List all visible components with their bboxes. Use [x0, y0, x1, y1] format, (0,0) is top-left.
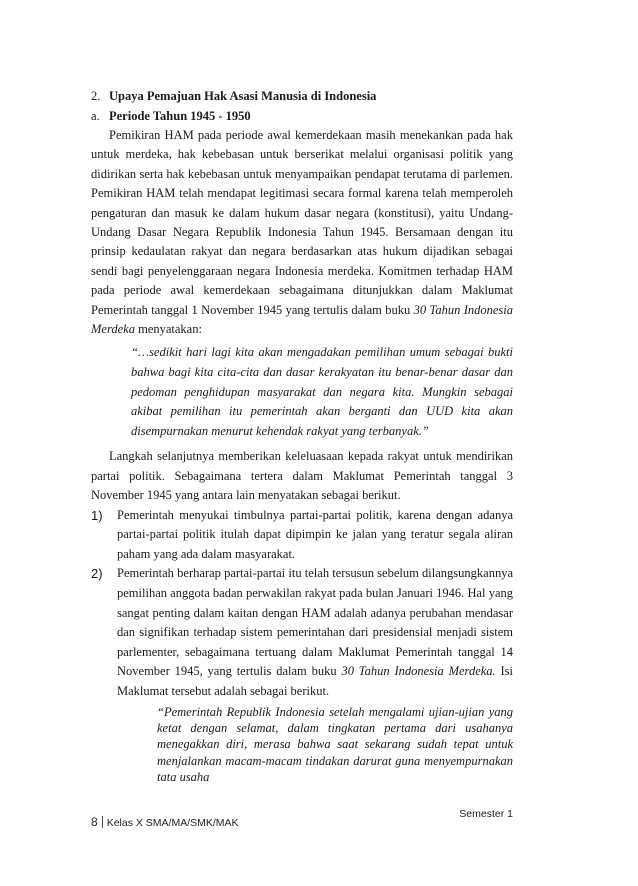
- list-item-text-end: Isi Maklumat tersebut adalah sebagai berikut.: [117, 664, 514, 698]
- section-number: 2.: [91, 89, 101, 103]
- page-content: [91, 86, 513, 786]
- paragraph-1-end: menyatakan:: [134, 322, 202, 337]
- footer-divider: [102, 816, 103, 828]
- page-footer: [91, 815, 239, 829]
- book-title: 30 Tahun Indonesia Merdeka: [91, 302, 513, 337]
- numbered-list: [91, 506, 513, 786]
- paragraph-1-text: Pemikiran HAM pada periode awal kemerdekaan masih menekankan pada hak untuk merdeka, hak kebebasan untuk berserikat melalui organisasi politik yang didirikan serta hak kebebasan untuk menyampaikan pendapat terutama di parlemen. Pemikiran HAM telah mendapat legitimasi secara formal karena telah memperoleh pengaturan dan masuk ke dalam hukum dasar negara (konstitusi), yaitu Undang-Undang Dasar Negara Republik Indonesia Tahun 1945. Bersamaan dengan itu prinsip kedaulatan rakyat dan negara berdasarkan atas hukum dijadikan sebagai sendi bagi penyelenggaraan negara Indonesia merdeka. Komitmen terhadap HAM pada periode awal kemerdekaan sebagaimana ditunjukkan dalam Maklumat Pemerintah tanggal 1 November 1945 yang tertulis dalam buku: [91, 128, 513, 317]
- block-quote-1: “…sedikit hari lagi kita akan mengadakan pemilihan umum sebagai bukti bahwa bagi kita cita-cita dan dasar kerakyatan itu benar-benar dasar dan pedoman penghidupan masyarakat dan negara kita. Mungkin sebagai akibat pemilihan itu pemerintah akan berganti dan UUD kita akan disempurnakan menurut kehendak rakyat yang terbanyak.”: [131, 345, 513, 438]
- subsection-heading: [91, 106, 513, 126]
- paragraph-2: Langkah selanjutnya memberikan keleluasaan kepada rakyat untuk mendirikan partai politik. Sebagaimana tertera dalam Maklumat Pemerintah tanggal 3 November 1945 yang antara lain menyatakan sebagai berikut.: [91, 449, 513, 503]
- footer-semester: Semester 1: [459, 808, 513, 820]
- footer-book-title: Kelas X SMA/MA/SMK/MAK: [106, 817, 239, 829]
- block-quote-2: “Pemerintah Republik Indonesia setelah mengalami ujian-ujian yang ketat dengan selamat, dalam tingkatan pertama dari usahanya menegakkan diri, merasa bahwa saat sekarang sudah tepat untuk menjalankan macam-macam tindakan darurat guna menyempurnakan tata usaha: [157, 704, 513, 785]
- list-item-text: Pemerintah berharap partai-partai itu telah tersusun sebelum dilangsungkannya pemilihan anggota badan perwakilan rakyat pada bulan Januari 1946. Hal yang sangat penting dalam kaitan dengan HAM adalah adanya perubahan mendasar dan signifikan terhadap sistem pemerintahan dari presidensial menjadi sistem parlementer, sebagaimana tertuang dalam Maklumat Pemerintah tanggal 14 November 1945, yang tertulis dalam buku: [117, 566, 513, 679]
- list-item: [91, 564, 513, 785]
- list-item-number: 1): [91, 507, 103, 523]
- paragraph-1: [91, 126, 513, 339]
- list-item-text: Pemerintah menyukai timbulnya partai-partai politik, karena dengan adanya partai-partai politik itulah dapat dipimpin ke jalan yang teratur segala aliran paham yang ada dalam masyarakat.: [117, 507, 513, 561]
- subsection-letter: a.: [91, 109, 100, 123]
- book-title: 30 Tahun Indonesia Merdeka.: [341, 664, 496, 679]
- list-item-number: 2): [91, 566, 103, 582]
- section-title: Upaya Pemajuan Hak Asasi Manusia di Indonesia: [109, 89, 377, 103]
- page-number: 8: [91, 815, 98, 829]
- list-item: [91, 506, 513, 565]
- section-heading: [91, 86, 513, 106]
- subsection-title: Periode Tahun 1945 - 1950: [109, 109, 251, 123]
